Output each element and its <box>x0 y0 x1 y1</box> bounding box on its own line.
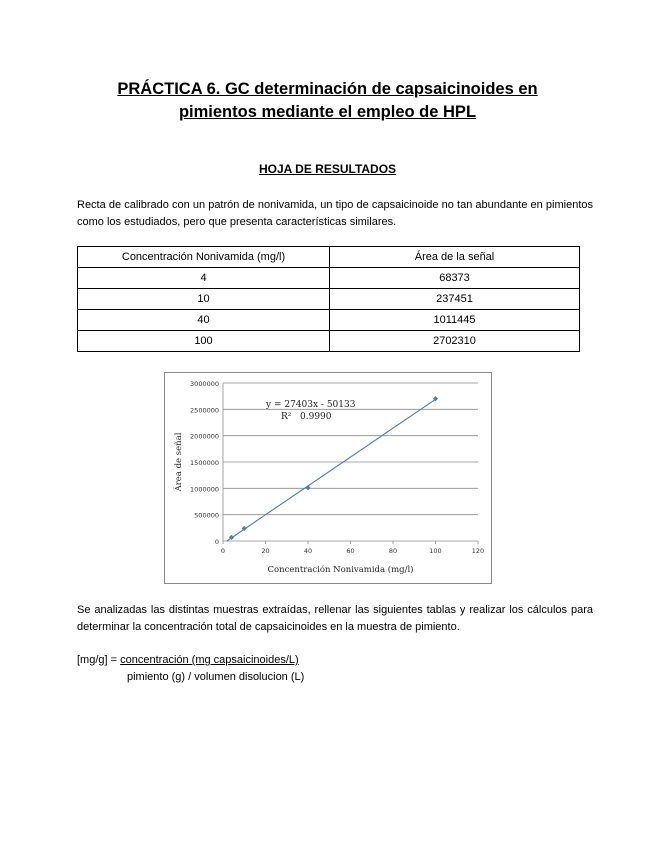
y-axis-title: Área de señal <box>174 432 184 492</box>
formula-equals: = <box>110 654 118 666</box>
data-point <box>305 485 310 490</box>
y-tick-label: 500000 <box>194 511 219 520</box>
x-tick-label: 100 <box>429 547 442 555</box>
concentration-formula <box>77 652 305 683</box>
cell-area: 1011445 <box>330 310 580 331</box>
x-tick-label: 20 <box>261 547 270 555</box>
calibration-table <box>77 246 580 352</box>
analysis-paragraph: Se analizadas las distintas muestras extraídas, rellenar las siguientes tablas y realizar los cálculos para determinar la concentración total de capsaicinoides en la muestra de pimiento. <box>77 604 593 633</box>
r-squared-value: 0.9990 <box>300 412 332 422</box>
cell-concentration: 10 <box>78 289 330 310</box>
section-heading: HOJA DE RESULTADOS <box>258 162 397 176</box>
x-tick-label: 60 <box>346 547 355 555</box>
cell-concentration: 4 <box>78 268 330 289</box>
title-line-1: PRÁCTICA 6. GC determinación de capsaicinoides en <box>117 80 538 98</box>
table-row <box>78 331 580 352</box>
table-header-row <box>78 247 580 268</box>
trendline-equation: y = 27403x - 50133 <box>266 400 356 410</box>
cell-concentration: 100 <box>78 331 330 352</box>
x-tick-label: 0 <box>220 547 226 555</box>
x-axis-title: Concentración Nonivamida (mg/l) <box>267 565 414 575</box>
table-row <box>78 268 580 289</box>
header-concentration: Concentración Nonivamida (mg/l) <box>78 247 330 268</box>
y-tick-label: 1000000 <box>190 485 219 494</box>
formula-lhs: [mg/g] <box>77 654 108 666</box>
y-tick-label: 0 <box>214 538 219 546</box>
y-tick-label: 3000000 <box>190 380 219 388</box>
cell-area: 237451 <box>330 289 580 310</box>
x-tick-label: 120 <box>471 547 485 555</box>
header-area: Área de la señal <box>330 247 580 268</box>
cell-concentration: 40 <box>78 310 330 331</box>
table-row <box>78 310 580 331</box>
r-squared-label: R² <box>281 412 292 422</box>
table-row <box>78 289 580 310</box>
document-title <box>0 78 655 124</box>
title-line-2: pimientos mediante el empleo de HPL <box>178 103 477 121</box>
y-tick-label: 1500000 <box>190 459 219 467</box>
cell-area: 68373 <box>330 268 580 289</box>
y-tick-label: 2000000 <box>190 432 219 441</box>
y-tick-label: 2500000 <box>190 406 219 415</box>
formula-denominator: pimiento (g) / volumen disolucion (L) <box>127 671 305 683</box>
intro-paragraph: Recta de calibrado con un patrón de nonivamida, un tipo de capsaicinoide no tan abundante en pimientos como los estudiados, pero que presenta características similares. <box>77 199 593 228</box>
x-tick-label: 40 <box>303 547 313 555</box>
calibration-chart-svg <box>165 373 491 583</box>
cell-area: 2702310 <box>330 331 580 352</box>
formula-numerator: concentración (mg capsaicinoides/L) <box>120 654 299 666</box>
x-tick-label: 80 <box>388 547 398 555</box>
calibration-chart <box>164 372 492 584</box>
